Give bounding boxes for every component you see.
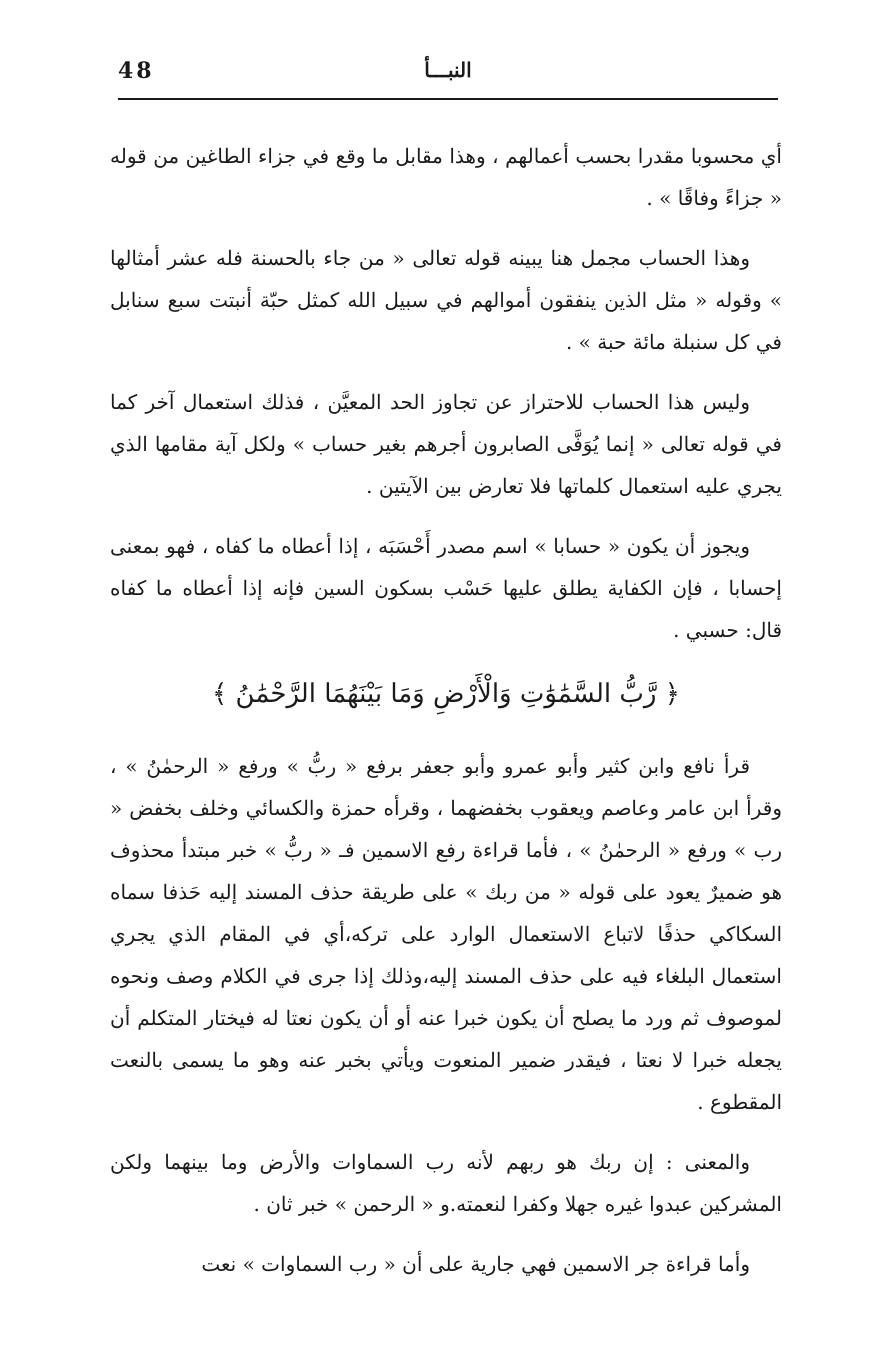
paragraph: وليس هذا الحساب للاحتراز عن تجاوز الحد المعيَّن ، فذلك استعمال آخر كما في قوله تعالى « إنما يُوَفَّى الصابرون أجرهم بغير حساب » ولكل آية مقامها الذي يجري عليه استعمال كلماتها فلا تعارض بين الآيتين . [110,390,782,498]
paragraph: والمعنى : إن ربك هو ربهم لأنه رب السماوات والأرض وما بينهما ولكن المشركين عبدوا غيره جهلا وكفرا لنعمته.و « الرحمن » خبر ثان . [110,1150,782,1216]
paragraph: أي محسوبا مقدرا بحسب أعمالهم ، وهذا مقابل ما وقع في جزاء الطاغين من قوله « جزاءً وفاقًا » . [110,144,782,210]
page-number: 48 [118,58,155,84]
page-header [118,58,778,94]
quran-verse: ﴿ رَّبُّ السَّمَٰوَٰتِ وَالْأَرْضِ وَمَا بَيْنَهُمَا الرَّحْمَٰنُ ﴾ [212,679,680,709]
paragraph: وهذا الحساب مجمل هنا يبينه قوله تعالى « من جاء بالحسنة فله عشر أمثالها » وقوله « مثل الذين ينفقون أموالهم في سبيل الله كمثل حبّة أنبتت سبع سنابل في كل سنبلة مائة حبة » . [110,246,782,354]
page-body [110,135,782,1303]
running-title: النبـــأ [424,58,472,82]
paragraph: قرأ نافع وابن كثير وأبو عمرو وأبو جعفر برفع « ربُّ » ورفع « الرحمٰنُ » ، وقرأ ابن عامر وعاصم ويعقوب بخفضهما ، وقرأه حمزة والكسائي وخلف بخفض « رب » ورفع « الرحمٰنُ » ، فأما قراءة رفع الاسمين فـ « ربُّ » خبر مبتدأ محذوف هو ضميرٌ يعود على قوله « من ربك » على طريقة حذف المسند إليه حَذفا سماه السكاكي حذفًا لاتباع الاستعمال الوارد على تركه،أي في المقام الذي يجري استعمال البلغاء فيه على حذف المسند إليه،وذلك إذا جرى في الكلام وصف ونحوه لموصوف ثم ورد ما يصلح أن يكون خبرا عنه أو أن يكون نعتا له فيختار المتكلم أن يجعله خبرا لا نعتا ، فيقدر ضمير المنعوت ويأتي بخبر عنه وهو ما يسمى بالنعت المقطوع . [110,754,782,1114]
header-rule [118,98,778,100]
paragraph: وأما قراءة جر الاسمين فهي جارية على أن « رب السماوات » نعت [201,1252,750,1276]
paragraph: ويجوز أن يكون « حسابا » اسم مصدر أَحْسَبَه ، إذا أعطاه ما كفاه ، فهو بمعنى إحسابا ، فإن الكفاية يطلق عليها حَسْب بسكون السين فإنه إذا أعطاه ما كفاه قال: حسبي . [110,534,782,642]
